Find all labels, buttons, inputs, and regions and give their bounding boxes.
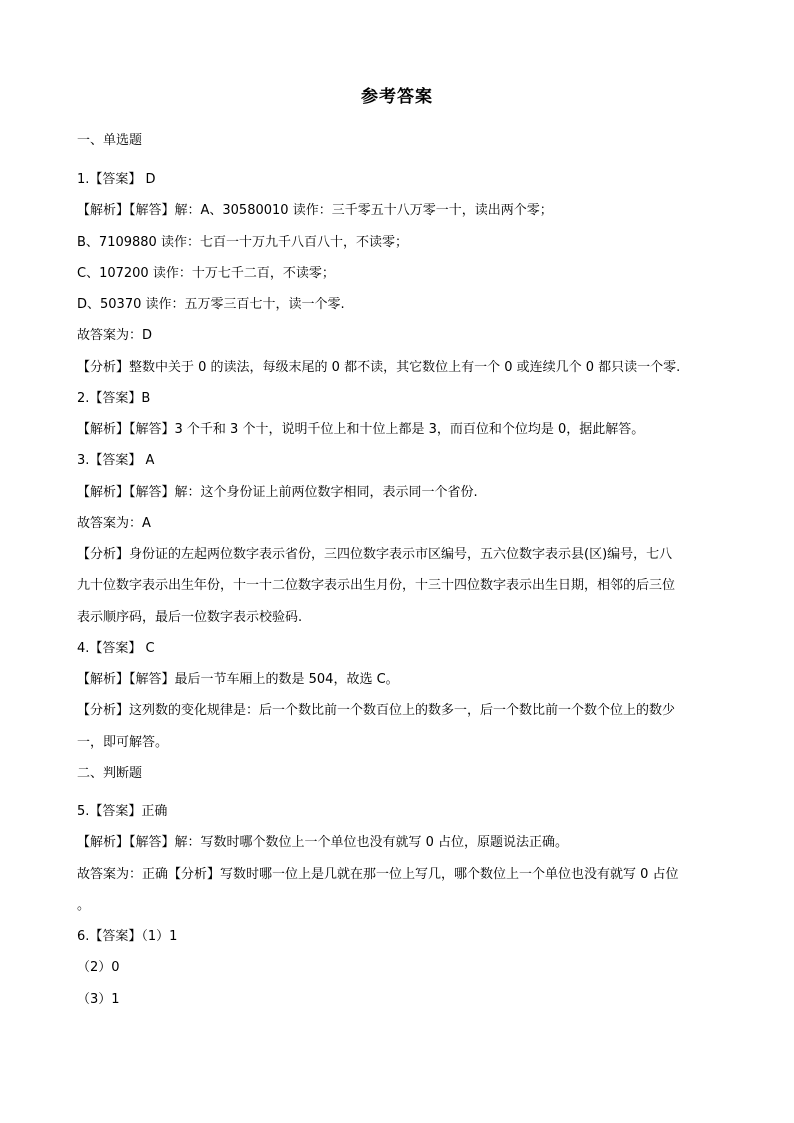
answer-6-part: （2）0 bbox=[77, 960, 120, 975]
final-answer-line: 故答案为：D bbox=[77, 328, 153, 343]
explanation-line: D、50370 读作：五万零三百七十，读一个零. bbox=[77, 297, 345, 312]
answer-6-part: （3）1 bbox=[77, 992, 120, 1007]
section-heading-true-false: 二、判断题 bbox=[77, 766, 143, 781]
explanation-line: 【解析】【解答】解：A、30580010 读作：三千零五十八万零一十，读出两个零； bbox=[77, 203, 553, 218]
explanation-line: B、7109880 读作：七百一十万九千八百八十，不读零； bbox=[77, 235, 408, 250]
analysis-line: 【分析】整数中关于 0 的读法，每级末尾的 0 都不读，其它数位上有一个 0 或连续几个 0 都只读一个零. bbox=[77, 360, 681, 375]
final-answer-line: 故答案为：正确【分析】写数时哪一位上是几就在那一位上写几，哪个数位上一个单位也没有就写 0 占位 bbox=[77, 867, 679, 882]
final-answer-line: 故答案为：A bbox=[77, 516, 151, 531]
page-title: 参考答案 bbox=[361, 87, 433, 107]
analysis-line: 表示顺序码，最后一位数字表示校验码. bbox=[77, 610, 303, 625]
answer-4: 4.【答案】 C bbox=[77, 641, 155, 656]
answer-5: 5.【答案】正确 bbox=[77, 804, 168, 819]
analysis-line: 九十位数字表示出生年份，十一十二位数字表示出生月份，十三十四位数字表示出生日期，相邻的后三位 bbox=[77, 578, 676, 593]
answer-1: 1.【答案】 D bbox=[77, 172, 156, 187]
analysis-line: 【分析】身份证的左起两位数字表示省份，三四位数字表示市区编号，五六位数字表示县(区)编号，七八 bbox=[77, 547, 673, 562]
section-heading-single-choice: 一、单选题 bbox=[77, 133, 143, 148]
answer-3: 3.【答案】 A bbox=[77, 453, 155, 468]
continuation-line: 。 bbox=[77, 898, 91, 913]
analysis-line: 一，即可解答。 bbox=[77, 735, 169, 750]
explanation-line: 【解析】【解答】解：写数时哪个数位上一个单位也没有就写 0 占位，原题说法正确。 bbox=[77, 835, 569, 850]
answer-2: 2.【答案】B bbox=[77, 391, 151, 406]
answer-6: 6.【答案】（1）1 bbox=[77, 929, 178, 944]
explanation-line: 【解析】【解答】最后一节车厢上的数是 504，故选 C。 bbox=[77, 672, 399, 687]
explanation-line: 【解析】【解答】3 个千和 3 个十，说明千位上和十位上都是 3，而百位和个位均是 0，据此解答。 bbox=[77, 422, 645, 437]
explanation-line: C、107200 读作：十万七千二百，不读零； bbox=[77, 266, 335, 281]
explanation-line: 【解析】【解答】解：这个身份证上前两位数字相同，表示同一个省份. bbox=[77, 485, 478, 500]
analysis-line: 【分析】这列数的变化规律是：后一个数比前一个数百位上的数多一，后一个数比前一个数个位上的数少 bbox=[77, 703, 676, 718]
